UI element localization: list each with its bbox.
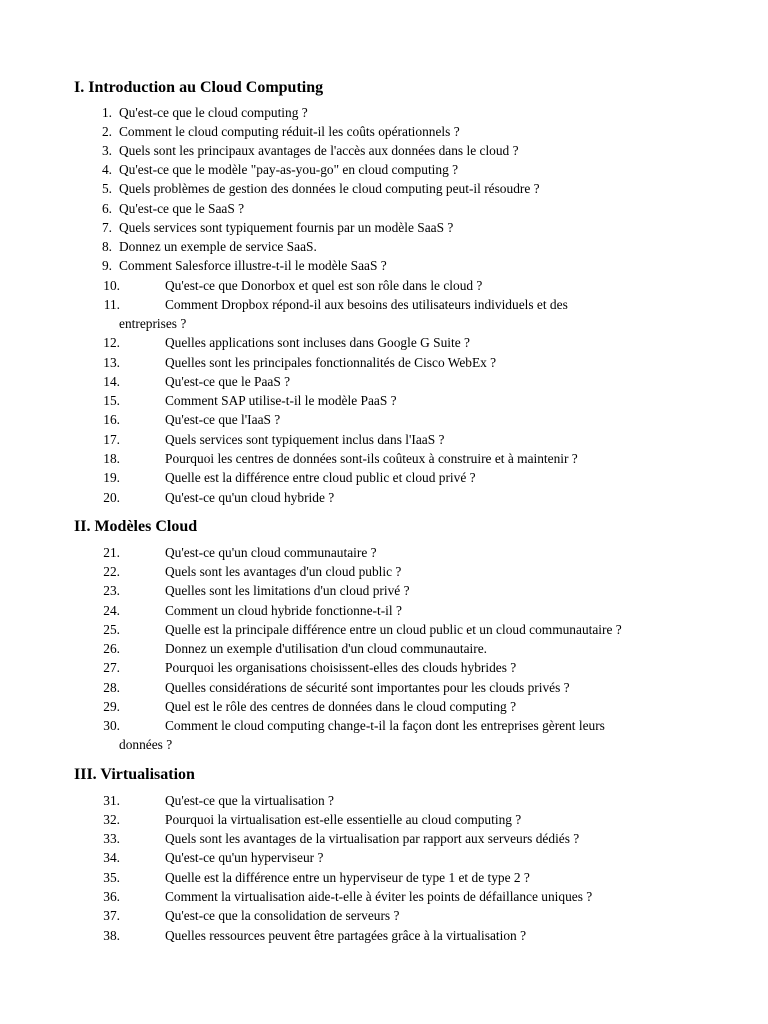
question-text: Qu'est-ce qu'un cloud communautaire ? — [165, 545, 377, 560]
question-text: Comment la virtualisation aide-t-elle à éviter les points de défaillance uniques ? — [165, 889, 593, 904]
question-text: Comment un cloud hybride fonctionne-t-il ? — [165, 603, 402, 618]
question-number: 26. — [103, 641, 120, 656]
question-text: Qu'est-ce que Donorbox et quel est son rôle dans le cloud ? — [165, 278, 483, 293]
question-text: Qu'est-ce que le cloud computing ? — [119, 105, 308, 120]
question-number: 25. — [103, 622, 120, 637]
question-text: Pourquoi les organisations choisissent-elles des clouds hybrides ? — [165, 660, 517, 675]
question-text: Quelles ressources peuvent être partagées grâce à la virtualisation ? — [165, 928, 527, 943]
question-number: 31. — [103, 793, 120, 808]
question-number: 37. — [103, 908, 120, 923]
question-text: Donnez un exemple de service SaaS. — [119, 239, 317, 254]
question-number: 15. — [103, 393, 120, 408]
question-number: 14. — [103, 374, 120, 389]
section-heading-1: I. Introduction au Cloud Computing — [74, 79, 324, 96]
question-number: 12. — [103, 335, 120, 350]
question-number: 18. — [103, 451, 120, 466]
question-number: 35. — [103, 870, 120, 885]
question-continuation: entreprises ? — [119, 316, 187, 331]
question-number: 32. — [103, 812, 120, 827]
question-text: Quelles considérations de sécurité sont importantes pour les clouds privés ? — [165, 680, 570, 695]
question-text: Quels services sont typiquement inclus dans l'IaaS ? — [165, 432, 445, 447]
section-heading-3: III. Virtualisation — [74, 766, 195, 783]
question-number: 17. — [103, 432, 120, 447]
question-number: 10. — [103, 278, 120, 293]
question-number: 33. — [103, 831, 120, 846]
question-number: 29. — [103, 699, 120, 714]
question-number: 36. — [103, 889, 120, 904]
question-text: Qu'est-ce que l'IaaS ? — [165, 412, 281, 427]
question-continuation: données ? — [119, 737, 173, 752]
question-number: 13. — [103, 355, 120, 370]
question-text: Qu'est-ce que le modèle "pay-as-you-go" en cloud computing ? — [119, 162, 459, 177]
question-text: Donnez un exemple d'utilisation d'un cloud communautaire. — [165, 641, 488, 656]
question-text: Quelles applications sont incluses dans Google G Suite ? — [165, 335, 470, 350]
question-text: Comment le cloud computing change-t-il la façon dont les entreprises gèrent leurs — [165, 718, 605, 733]
question-number: 23. — [103, 583, 120, 598]
question-number: 34. — [103, 850, 120, 865]
question-number: 3. — [101, 143, 112, 158]
question-number: 8. — [101, 239, 112, 254]
question-text: Pourquoi la virtualisation est-elle essentielle au cloud computing ? — [165, 812, 522, 827]
question-text: Quelle est la principale différence entre un cloud public et un cloud communautaire ? — [165, 622, 622, 637]
question-text: Quel est le rôle des centres de données dans le cloud computing ? — [165, 699, 517, 714]
question-text: Pourquoi les centres de données sont-ils coûteux à construire et à maintenir ? — [165, 451, 578, 466]
question-number: 21. — [103, 545, 120, 560]
question-number: 28. — [103, 680, 120, 695]
question-text: Quelles sont les principales fonctionnalités de Cisco WebEx ? — [165, 355, 497, 370]
question-number: 6. — [101, 201, 112, 216]
question-text: Qu'est-ce qu'un cloud hybride ? — [165, 490, 335, 505]
question-text: Quels sont les avantages d'un cloud public ? — [165, 564, 402, 579]
question-text: Quelle est la différence entre cloud public et cloud privé ? — [165, 470, 476, 485]
question-text: Comment le cloud computing réduit-il les coûts opérationnels ? — [119, 124, 460, 139]
question-text: Qu'est-ce que le SaaS ? — [119, 201, 245, 216]
question-text: Quelle est la différence entre un hyperviseur de type 1 et de type 2 ? — [165, 870, 530, 885]
question-number: 27. — [103, 660, 120, 675]
question-number: 7. — [101, 220, 112, 235]
question-text: Comment SAP utilise-t-il le modèle PaaS ? — [165, 393, 397, 408]
question-number: 5. — [101, 181, 112, 196]
question-number: 9. — [101, 258, 112, 273]
question-text: Qu'est-ce que la consolidation de serveurs ? — [165, 908, 400, 923]
question-text: Qu'est-ce que la virtualisation ? — [165, 793, 334, 808]
question-text: Comment Dropbox répond-il aux besoins des utilisateurs individuels et des — [165, 297, 568, 312]
question-text: Comment Salesforce illustre-t-il le modèle SaaS ? — [119, 258, 387, 273]
question-text: Quels problèmes de gestion des données le cloud computing peut-il résoudre ? — [119, 181, 540, 196]
question-text: Qu'est-ce que le PaaS ? — [165, 374, 291, 389]
question-number: 11. — [103, 297, 120, 312]
question-text: Quels services sont typiquement fournis par un modèle SaaS ? — [119, 220, 454, 235]
question-text: Qu'est-ce qu'un hyperviseur ? — [165, 850, 324, 865]
question-number: 16. — [103, 412, 120, 427]
section-heading-2: II. Modèles Cloud — [74, 518, 198, 535]
question-number: 2. — [101, 124, 112, 139]
question-number: 22. — [103, 564, 120, 579]
question-number: 19. — [103, 470, 120, 485]
question-text: Quels sont les principaux avantages de l'accès aux données dans le cloud ? — [119, 143, 519, 158]
question-number: 4. — [101, 162, 112, 177]
question-text: Quelles sont les limitations d'un cloud privé ? — [165, 583, 410, 598]
question-number: 1. — [101, 105, 112, 120]
question-number: 38. — [103, 928, 120, 943]
question-text: Quels sont les avantages de la virtualisation par rapport aux serveurs dédiés ? — [165, 831, 580, 846]
question-number: 30. — [103, 718, 120, 733]
question-number: 24. — [103, 603, 120, 618]
question-number: 20. — [103, 490, 120, 505]
